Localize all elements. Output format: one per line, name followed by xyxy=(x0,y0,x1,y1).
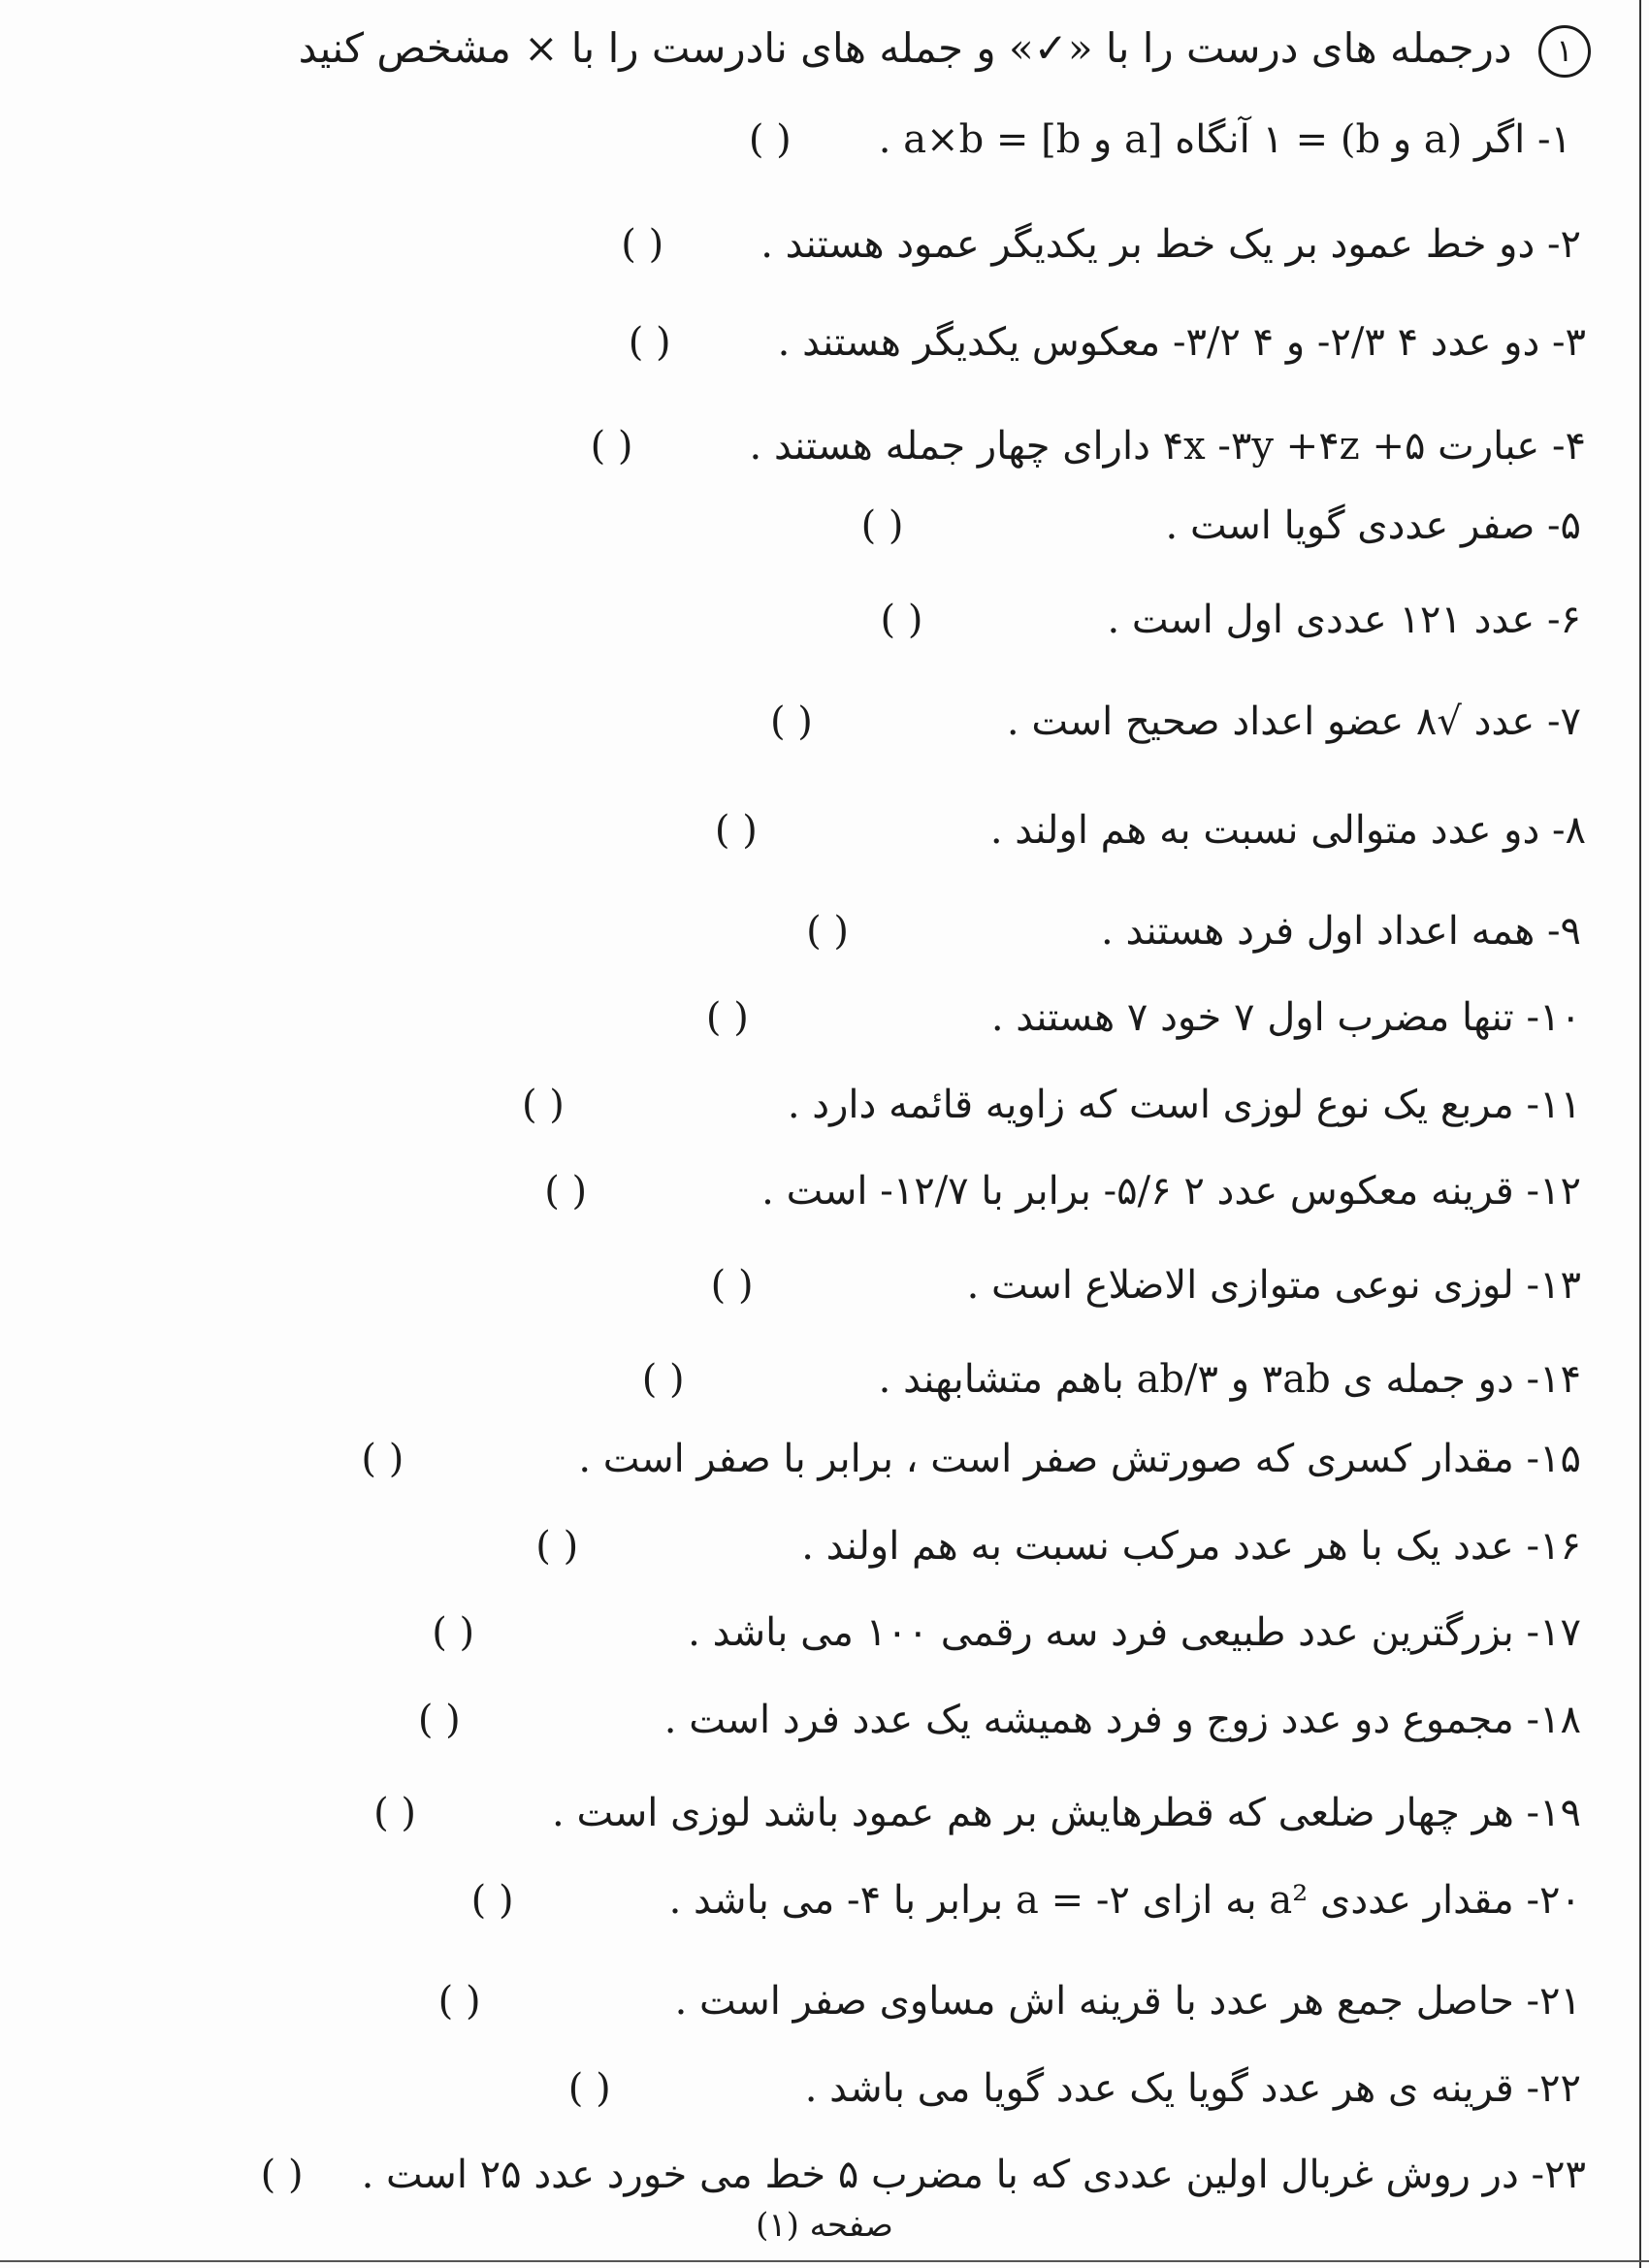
question-row xyxy=(477,1078,1581,1132)
answer-blank[interactable]: ( ) xyxy=(748,117,792,162)
answer-blank[interactable]: ( ) xyxy=(260,2153,304,2197)
answer-blank[interactable]: ( ) xyxy=(641,1357,685,1402)
answer-blank[interactable]: ( ) xyxy=(705,995,749,1040)
question-row xyxy=(666,1258,1581,1312)
question-row xyxy=(546,419,1586,473)
question-text: ۶- عدد ۱۲۱ عددی اول است . xyxy=(1107,598,1581,642)
question-row xyxy=(662,990,1581,1045)
question-row xyxy=(216,2148,1586,2202)
answer-blank[interactable]: ( ) xyxy=(361,1437,404,1481)
question-text: ۲۱- حاصل جمع هر عدد با قرینه اش مساوی صفر است . xyxy=(674,1979,1581,2024)
question-text: ۱۹- هر چهار ضلعی که قطرهایش بر هم عمود باشد لوزی است . xyxy=(552,1791,1581,1835)
question-text: ۲- دو خط عمود بر یک خط بر یکدیگر عمود هستند . xyxy=(760,222,1581,267)
answer-blank[interactable]: ( ) xyxy=(621,222,664,267)
question-row xyxy=(394,1974,1581,2028)
answer-blank[interactable]: ( ) xyxy=(437,1979,481,2024)
answer-blank[interactable]: ( ) xyxy=(373,1791,417,1835)
answer-blank[interactable]: ( ) xyxy=(806,909,850,954)
question-text: ۱۵- مقدار کسری که صورتش صفر است ، برابر با صفر است . xyxy=(578,1437,1581,1481)
question-text: ۴- عبارت ۴x -۳y +۴z +۵ دارای چهار جمله هستند . xyxy=(749,424,1586,469)
question-text: ۱۱- مربع یک نوع لوزی است که زاویه قائمه دارد . xyxy=(787,1083,1581,1127)
question-text: ۱۶- عدد یک با هر عدد مرکب نسبت به هم اولند . xyxy=(801,1524,1581,1569)
answer-blank[interactable]: ( ) xyxy=(714,808,758,853)
instruction-heading xyxy=(194,19,1591,78)
question-text: ۹- همه اعداد اول فرد هستند . xyxy=(1101,909,1581,954)
answer-blank[interactable]: ( ) xyxy=(470,1878,514,1923)
answer-blank[interactable]: ( ) xyxy=(417,1698,461,1742)
question-row xyxy=(427,1873,1581,1928)
question-text: ۲۳- در روش غربال اولین عددی که با مضرب ۵ خط می خورد عدد ۲۵ است . xyxy=(361,2153,1586,2197)
question-row xyxy=(491,1519,1581,1573)
answer-blank[interactable]: ( ) xyxy=(710,1263,754,1308)
answer-blank[interactable]: ( ) xyxy=(432,1610,475,1655)
page-number: صفحه (۱) xyxy=(756,2206,893,2245)
question-row xyxy=(817,499,1581,553)
question-row xyxy=(373,1693,1581,1747)
question-row xyxy=(584,315,1586,370)
question-row xyxy=(316,1432,1581,1486)
question-row xyxy=(524,2061,1581,2116)
question-text: ۱۰- تنها مضرب اول ۷ خود ۷ هستند . xyxy=(990,995,1581,1040)
question-text: ۱۴- دو جمله ی ۳ab و ab/۳ باهم متشابهند . xyxy=(878,1357,1581,1402)
question-row xyxy=(835,593,1581,647)
answer-blank[interactable]: ( ) xyxy=(628,320,671,365)
answer-blank[interactable]: ( ) xyxy=(860,503,904,548)
question-text: ۳- دو عدد ۴ ۲/۳- و ۴ ۳/۲- معکوس یکدیگر هستند . xyxy=(777,320,1586,365)
answer-blank[interactable]: ( ) xyxy=(544,1169,588,1214)
question-text: ۲۲- قرینه ی هر عدد گویا یک عدد گویا می باشد . xyxy=(804,2066,1581,2111)
question-text: ۱۸- مجموع دو عدد زوج و فرد همیشه یک عدد فرد است . xyxy=(663,1698,1581,1742)
question-row xyxy=(598,1352,1581,1407)
question-text: ۱۷- بزرگترین عدد طبیعی فرد سه رقمی ۱۰۰ می باشد . xyxy=(688,1610,1581,1655)
question-row xyxy=(329,1786,1581,1840)
answer-blank[interactable]: ( ) xyxy=(535,1524,579,1569)
instruction-text: درجمله های درست را با «✓» و جمله های نادرست را با × مشخص کنید xyxy=(298,24,1512,72)
right-margin-line xyxy=(1639,0,1641,2268)
question-number-badge: ۱ xyxy=(1538,25,1591,78)
question-row xyxy=(500,1164,1581,1218)
answer-blank[interactable]: ( ) xyxy=(880,598,923,642)
question-row xyxy=(726,695,1581,749)
question-text: ۱۳- لوزی نوعی متوازی الاضلاع است . xyxy=(966,1263,1581,1308)
answer-blank[interactable]: ( ) xyxy=(769,699,813,744)
question-text: ۱۲- قرینه معکوس عدد ۲ ۵/۶- برابر با ۱۲/۷- است . xyxy=(761,1169,1581,1214)
question-text: ۲۰- مقدار عددی a² به ازای a = -۲ برابر با ۴- می باشد . xyxy=(668,1878,1581,1923)
bottom-margin-line xyxy=(0,2260,1649,2262)
answer-blank[interactable]: ( ) xyxy=(567,2066,611,2111)
question-text: ۷- عدد √۸ عضو اعداد صحیح است . xyxy=(1006,699,1581,744)
question-text: ۵- صفر عددی گویا است . xyxy=(1165,503,1581,548)
answer-blank[interactable]: ( ) xyxy=(590,424,633,469)
question-row xyxy=(704,113,1571,167)
answer-blank[interactable]: ( ) xyxy=(521,1083,565,1127)
question-row xyxy=(387,1605,1581,1660)
question-text: ۸- دو عدد متوالی نسبت به هم اولند . xyxy=(989,808,1586,853)
question-text: ۱- اگر (a و b) = ۱ آنگاه [a و b] = a×b . xyxy=(878,117,1571,162)
question-row xyxy=(670,803,1586,858)
question-row xyxy=(761,904,1581,958)
question-row xyxy=(576,217,1581,272)
